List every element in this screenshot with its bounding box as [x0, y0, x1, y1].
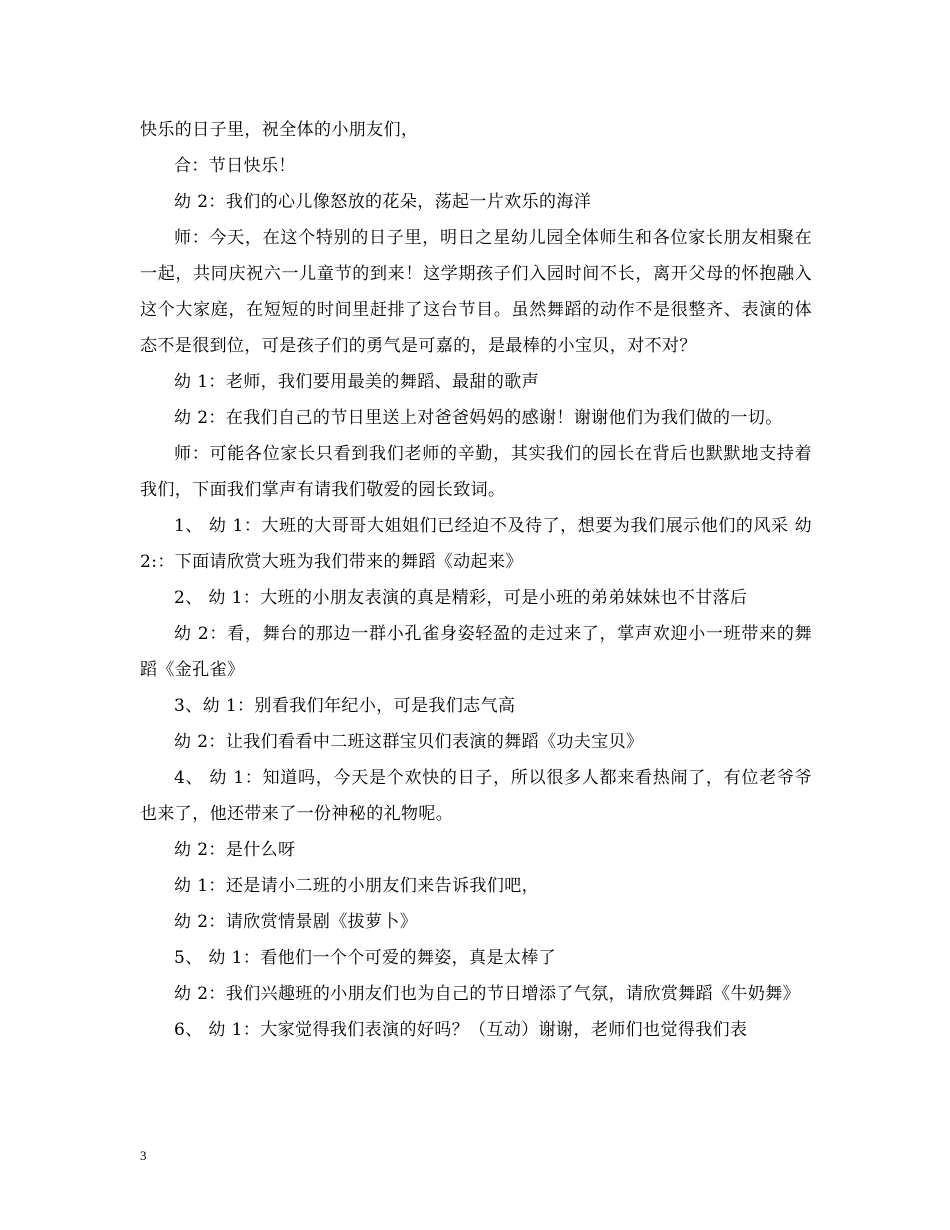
paragraph: 快乐的日子里，祝全体的小朋友们，	[140, 120, 419, 140]
page-number: 3	[140, 1148, 147, 1163]
paragraph: 5、 幼 1：看他们一个个可爱的舞姿，真是太棒了	[174, 948, 557, 968]
paragraph: 2、 幼 1：大班的小朋友表演的真是精彩，可是小班的弟弟妹妹也不甘落后	[174, 588, 748, 608]
paragraph: 幼 2：在我们自己的节日里送上对爸爸妈妈的感谢！谢谢他们为我们做的一切。	[174, 408, 783, 428]
paragraph: 3、幼 1：别看我们年纪小，可是我们志气高	[174, 696, 516, 716]
paragraph: 师：今天，在这个特别的日子里，明日之星幼儿园全体师生和各位家长朋友相聚在一起，共同庆祝六一儿童节的到来！这学期孩子们入园时间不长，离开父母的怀抱融入这个大家庭，在短短的时间里赶排了这台节目。虽然舞蹈的动作不是很整齐、表演的体态不是很到位，可是孩子们的勇气是可嘉的，是最棒的小宝贝，对不对？	[140, 228, 812, 356]
paragraph: 幼 1：还是请小二班的小朋友们来告诉我们吧，	[174, 876, 540, 896]
paragraph: 幼 2：我们兴趣班的小朋友们也为自己的节日增添了气氛，请欣赏舞蹈《牛奶舞》	[174, 984, 801, 1004]
paragraph: 幼 2：请欣赏情景剧《拔萝卜》	[174, 912, 418, 932]
paragraph: 幼 2：看，舞台的那边一群小孔雀身姿轻盈的走过来了，掌声欢迎小一班带来的舞蹈《金孔雀》	[140, 624, 812, 680]
paragraph: 师：可能各位家长只看到我们老师的辛勤，其实我们的园长在背后也默默地支持着我们，下面我们掌声有请我们敬爱的园长致词。	[140, 444, 812, 500]
document-body	[140, 112, 812, 1048]
paragraph: 幼 2：是什么呀	[174, 840, 296, 860]
paragraph: 幼 2：让我们看看中二班这群宝贝们表演的舞蹈《功夫宝贝》	[174, 732, 644, 752]
paragraph: 幼 1：老师，我们要用最美的舞蹈、最甜的歌声	[174, 372, 540, 392]
paragraph: 幼 2：我们的心儿像怒放的花朵，荡起一片欢乐的海洋	[174, 192, 592, 212]
paragraph: 4、 幼 1：知道吗，今天是个欢快的日子，所以很多人都来看热闹了，有位老爷爷也来了，他还带来了一份神秘的礼物呢。	[140, 768, 812, 824]
paragraph: 合：节日快乐！	[174, 156, 296, 176]
paragraph: 1、 幼 1：大班的大哥哥大姐姐们已经迫不及待了，想要为我们展示他们的风采 幼 2:：下面请欣赏大班为我们带来的舞蹈《动起来》	[140, 516, 812, 572]
paragraph: 6、 幼 1：大家觉得我们表演的好吗？（互动）谢谢，老师们也觉得我们表	[174, 1020, 748, 1040]
